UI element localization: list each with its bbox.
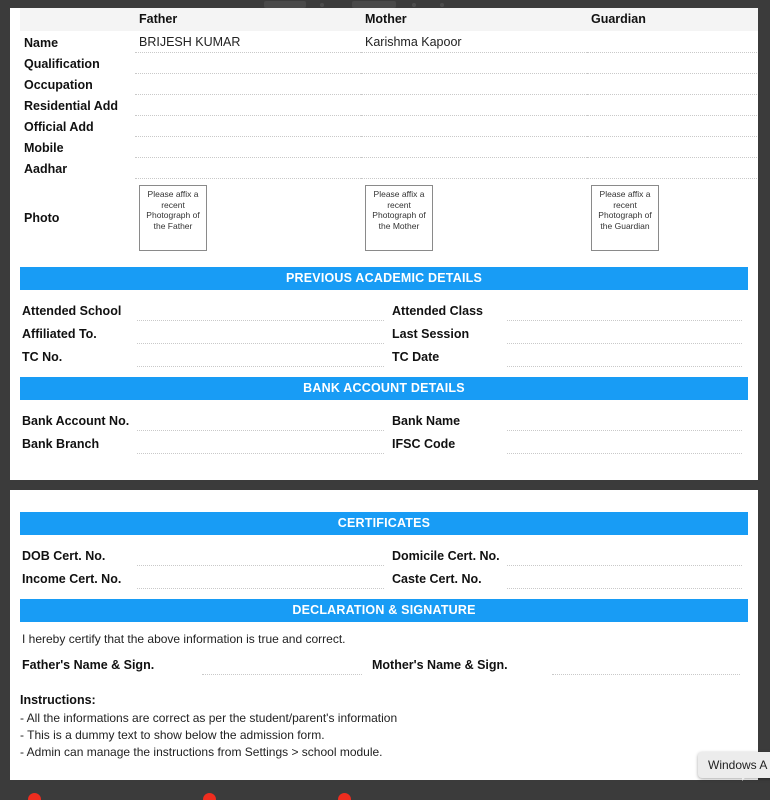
input-last-session[interactable]: [507, 321, 742, 344]
cell-father-official-add[interactable]: [135, 116, 361, 137]
photo-placeholder-mother[interactable]: Please affix a recent Photograph of the Mother: [365, 185, 433, 251]
input-father-name-sign[interactable]: [202, 652, 362, 675]
row-label-mobile: Mobile: [24, 140, 64, 155]
input-income-cert-no[interactable]: [137, 566, 384, 589]
cell-guardian-mobile[interactable]: [587, 137, 770, 158]
label-mother-name-sign: Mother's Name & Sign.: [372, 658, 508, 672]
toolbar-button-2[interactable]: [352, 1, 396, 8]
cell-mother-photo[interactable]: [361, 179, 587, 258]
cell-guardian-occupation[interactable]: [587, 74, 770, 95]
row-label-aadhar: Aadhar: [24, 161, 68, 176]
input-tc-no[interactable]: [137, 344, 384, 367]
label-attended-school: Attended School: [22, 304, 122, 318]
input-affiliated-to[interactable]: [137, 321, 384, 344]
input-bank-branch[interactable]: [137, 431, 384, 454]
cell-father-mobile[interactable]: [135, 137, 361, 158]
section-header-bank-account: BANK ACCOUNT DETAILS: [20, 377, 748, 400]
cell-mother-mobile[interactable]: [361, 137, 587, 158]
label-tc-no: TC No.: [22, 350, 63, 364]
cell-guardian-aadhar[interactable]: [587, 158, 770, 179]
cell-mother-name[interactable]: Karishma Kapoor: [361, 31, 587, 53]
input-caste-cert-no[interactable]: [507, 566, 742, 589]
photo-placeholder-father[interactable]: Please affix a recent Photograph of the Father: [139, 185, 207, 251]
tooltip-tail: [742, 772, 750, 781]
section-header-certificates: CERTIFICATES: [20, 512, 748, 535]
declaration-statement: I hereby certify that the above information is true and correct.: [22, 632, 346, 646]
cell-guardian-official-add[interactable]: [587, 116, 770, 137]
input-attended-school[interactable]: [137, 298, 384, 321]
section-header-previous-academic: PREVIOUS ACADEMIC DETAILS: [20, 267, 748, 290]
label-last-session: Last Session: [392, 327, 470, 341]
cell-father-name[interactable]: BRIJESH KUMAR: [135, 31, 361, 53]
label-caste-cert-no: Caste Cert. No.: [392, 572, 482, 586]
table-row: [20, 158, 770, 179]
table-row: [20, 53, 770, 74]
previous-academic-fields: [20, 298, 748, 367]
status-dot-2[interactable]: [203, 793, 216, 800]
toolbar-icon-2[interactable]: [412, 3, 416, 7]
cell-guardian-residential-add[interactable]: [587, 95, 770, 116]
input-dob-cert-no[interactable]: [137, 543, 384, 566]
status-dot-3[interactable]: [338, 793, 351, 800]
table-row: [20, 31, 770, 53]
instructions-title: Instructions:: [20, 693, 96, 707]
status-dot-1[interactable]: [28, 793, 41, 800]
input-domicile-cert-no[interactable]: [507, 543, 742, 566]
header-guardian: Guardian: [587, 8, 770, 31]
label-domicile-cert-no: Domicile Cert. No.: [392, 549, 500, 563]
pdf-toolbar[interactable]: [0, 0, 770, 8]
row-label-qualification: Qualification: [24, 56, 100, 71]
certificates-fields: [20, 543, 748, 589]
cell-father-aadhar[interactable]: [135, 158, 361, 179]
toolbar-icon-3[interactable]: [440, 3, 444, 7]
row-label-residential-add: Residential Add: [24, 98, 118, 113]
cell-guardian-name[interactable]: [587, 31, 770, 53]
document-page-2: [10, 490, 758, 780]
label-income-cert-no: Income Cert. No.: [22, 572, 122, 586]
label-father-name-sign: Father's Name & Sign.: [22, 658, 155, 672]
cell-mother-official-add[interactable]: [361, 116, 587, 137]
table-row-photo: [20, 179, 770, 258]
toolbar-button-1[interactable]: [264, 1, 306, 8]
input-bank-account-no[interactable]: [137, 408, 384, 431]
cell-mother-aadhar[interactable]: [361, 158, 587, 179]
label-ifsc-code: IFSC Code: [392, 437, 456, 451]
bank-account-fields: [20, 408, 748, 454]
viewer-gutter-right: [758, 0, 770, 800]
section-header-declaration: DECLARATION & SIGNATURE: [20, 599, 748, 622]
instruction-line-3: - Admin can manage the instructions from Settings > school module.: [20, 745, 383, 759]
cell-father-occupation[interactable]: [135, 74, 361, 95]
label-bank-name: Bank Name: [392, 414, 461, 428]
guardian-details-table: [20, 8, 770, 257]
cell-guardian-photo[interactable]: [587, 179, 770, 258]
label-tc-date: TC Date: [392, 350, 440, 364]
instructions-block: [20, 675, 748, 761]
table-row: [20, 116, 770, 137]
header-father: Father: [135, 8, 361, 31]
row-label-occupation: Occupation: [24, 77, 93, 92]
label-dob-cert-no: DOB Cert. No.: [22, 549, 106, 563]
table-header-row: [20, 8, 770, 31]
viewer-bottom-bar: [0, 788, 770, 800]
input-bank-name[interactable]: [507, 408, 742, 431]
input-ifsc-code[interactable]: [507, 431, 742, 454]
label-bank-account-no: Bank Account No.: [22, 414, 130, 428]
row-label-name: Name: [24, 35, 59, 50]
table-row: [20, 95, 770, 116]
instruction-line-2: - This is a dummy text to show below the admission form.: [20, 728, 325, 742]
cell-father-residential-add[interactable]: [135, 95, 361, 116]
input-mother-name-sign[interactable]: [552, 652, 740, 675]
document-page-1: [10, 8, 758, 480]
guardian-table-header: [20, 8, 770, 31]
signature-fields: [20, 652, 748, 675]
row-label-photo: Photo: [24, 210, 60, 225]
cell-father-photo[interactable]: [135, 179, 361, 258]
header-mother: Mother: [361, 8, 587, 31]
cell-father-qualification[interactable]: [135, 53, 361, 74]
input-tc-date[interactable]: [507, 344, 742, 367]
viewer-gutter-left: [0, 0, 10, 800]
windows-activation-tooltip: Windows A: [698, 752, 770, 778]
guardian-table-body: [20, 31, 770, 257]
cell-mother-occupation[interactable]: [361, 74, 587, 95]
photo-placeholder-guardian[interactable]: Please affix a recent Photograph of the Guardian: [591, 185, 659, 251]
row-label-official-add: Official Add: [24, 119, 94, 134]
cell-mother-qualification[interactable]: [361, 53, 587, 74]
header-blank: [20, 8, 135, 31]
label-affiliated-to: Affiliated To.: [22, 327, 97, 341]
label-attended-class: Attended Class: [392, 304, 483, 318]
cell-guardian-qualification[interactable]: [587, 53, 770, 74]
input-attended-class[interactable]: [507, 298, 742, 321]
cell-mother-residential-add[interactable]: [361, 95, 587, 116]
table-row: [20, 137, 770, 158]
label-bank-branch: Bank Branch: [22, 437, 100, 451]
instruction-line-1: - All the informations are correct as per the student/parent's information: [20, 711, 398, 725]
table-row: [20, 74, 770, 95]
toolbar-icon-1[interactable]: [320, 3, 324, 7]
